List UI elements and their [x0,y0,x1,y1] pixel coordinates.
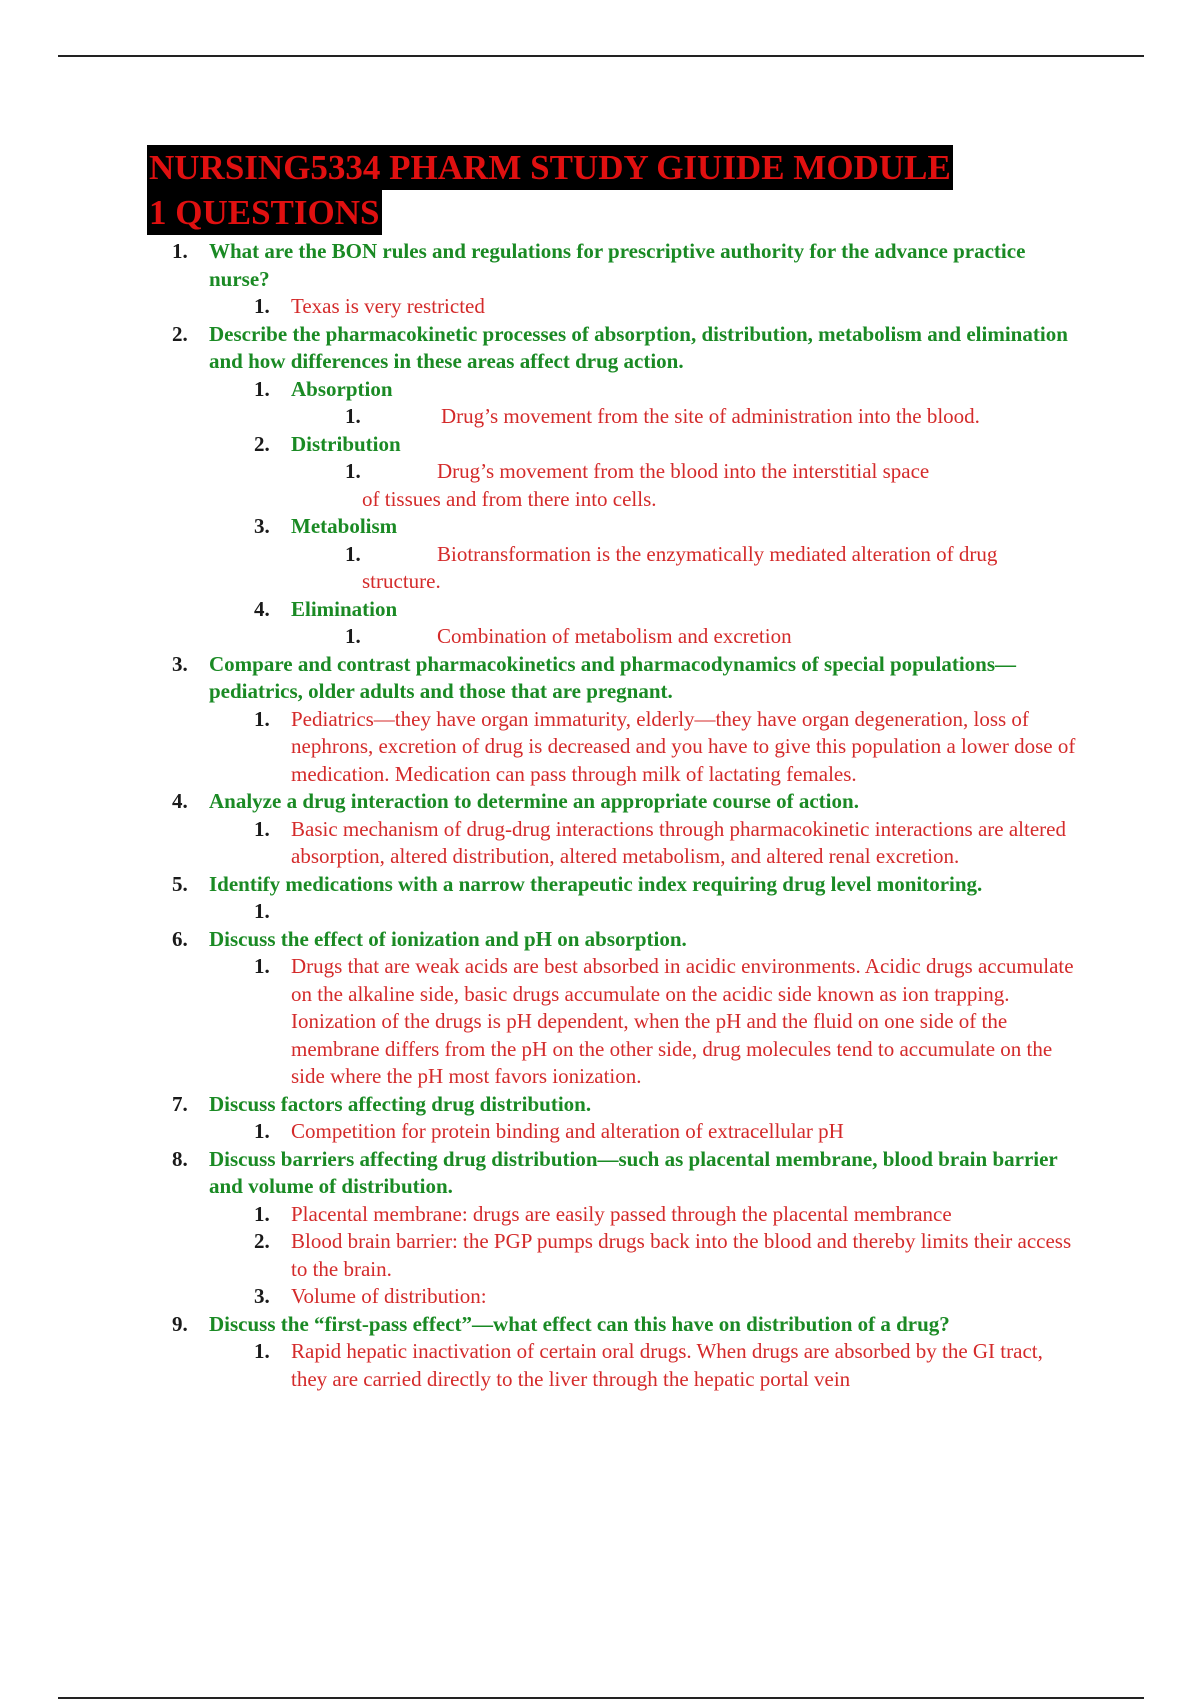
sub-number: 3. [254,514,270,538]
answer-number: 1. [254,899,270,923]
answer-number: 1. [254,1339,270,1363]
question-6 [0,926,1069,954]
answer-number: 1. [254,954,270,978]
sub-number: 1. [254,376,270,401]
question-7 [0,1091,1069,1119]
answer-4-1 [0,816,1081,871]
answer-text: Rapid hepatic inactivation of certain oral drugs. When drugs are absorbed by the GI tract, they are carried directly to the liver through the hepatic portal vein [291,1339,1043,1391]
detail-text: Biotransformation is the enzymatically mediated alteration of drug [437,541,998,566]
question-number: 2. [172,321,188,346]
title-line-1: NURSING5334 PHARM STUDY GIUIDE MODULE [147,145,953,190]
answer-number: 1. [254,816,270,841]
question-number: 9. [172,1311,188,1336]
answer-text: Pediatrics—they have organ immaturity, elderly—they have organ degeneration, loss of nephrons, excretion of drug is decreased and you have to give this population a lower dose of medication. Medication can pass through milk of lactating females. [291,706,1076,786]
answer-number: 3. [254,1284,270,1308]
question-1 [0,238,1069,293]
question-list [0,238,1200,1393]
detail-text-cont: structure. [362,569,441,593]
question-text: Discuss factors affecting drug distribution. [209,1091,592,1116]
question-3 [0,651,1069,706]
question-text: Discuss the “first-pass effect”—what effect can this have on distribution of a drug? [209,1311,950,1336]
title-line-2: 1 QUESTIONS [147,190,382,235]
question-number: 7. [172,1091,188,1116]
answer-1-1 [0,293,1081,321]
detail-text: Combination of metabolism and excretion [437,624,792,648]
detail-number: 1. [345,459,361,483]
question-number: 5. [172,871,188,896]
answer-text: Volume of distribution: [291,1284,487,1308]
answer-number: 1. [254,294,270,318]
answer-number: 1. [254,706,270,731]
sub-item-metabolism [0,513,1071,541]
sub-label: Metabolism [291,514,398,538]
answer-3-1 [0,706,1081,789]
question-4 [0,788,1069,816]
question-2 [0,321,1069,376]
answer-7-1 [0,1118,1081,1146]
answer-text: Competition for protein binding and alteration of extracellular pH [291,1119,844,1143]
bottom-rule [58,1697,1144,1699]
question-number: 6. [172,926,188,951]
question-number: 4. [172,789,188,813]
answer-9-1 [0,1338,1081,1393]
detail-number: 1. [345,624,361,648]
sub-item-distribution [0,431,1071,459]
answer-5-1 [0,898,1081,926]
detail-text-cont: of tissues and from there into cells. [362,486,657,511]
answer-8-3 [0,1283,1081,1311]
sub-item-elimination [0,596,1071,624]
question-5 [0,871,1069,899]
question-9 [0,1311,1069,1339]
sub-label: Elimination [291,596,398,621]
answer-number: 2. [254,1229,270,1253]
question-number: 3. [172,651,188,676]
question-text: Identify medications with a narrow therapeutic index requiring drug level monitoring. [209,871,983,896]
question-number: 8. [172,1146,188,1171]
answer-text: Placental membrane: drugs are easily passed through the placental membrance [291,1201,952,1226]
detail-distribution-cont [0,486,1082,514]
question-8 [0,1146,1069,1201]
detail-text: Drug’s movement from the site of administration into the blood. [441,404,980,428]
question-text: What are the BON rules and regulations for prescriptive authority for the advance practice nurse? [209,239,1026,291]
sub-number: 4. [254,596,270,621]
sub-label: Absorption [291,376,393,401]
question-text: Describe the pharmacokinetic processes of absorption, distribution, metabolism and elimination and how differences in these areas affect drug action. [209,321,1068,373]
question-text: Discuss barriers affecting drug distribution—such as placental membrane, blood brain barrier and volume of distribution. [209,1146,1058,1198]
answer-text: Drugs that are weak acids are best absorbed in acidic environments. Acidic drugs accumulate on the alkaline side, basic drugs accumulate on the acidic side known as ion trapping. Ionization of the drugs is pH dependent, when the pH and the fluid on one side of the membrane differs from the pH on the other side, drug molecules tend to accumulate on the side where the pH most favors ionization. [291,954,1074,1088]
sub-item-absorption [0,376,1071,404]
question-text: Analyze a drug interaction to determine an appropriate course of action. [209,789,859,813]
sub-number: 2. [254,431,270,456]
answer-text: Basic mechanism of drug-drug interactions through pharmacokinetic interactions are altered absorption, altered distribution, altered metabolism, and altered renal excretion. [291,816,1066,868]
document-title [147,145,953,235]
detail-elimination [0,623,1082,651]
question-text: Compare and contrast pharmacokinetics and pharmacodynamics of special populations—pediatrics, older adults and those that are pregnant. [209,651,1017,703]
sub-label: Distribution [291,431,401,456]
answer-text: Blood brain barrier: the PGP pumps drugs back into the blood and thereby limits their access to the brain. [291,1229,1072,1281]
question-text: Discuss the effect of ionization and pH on absorption. [209,926,687,951]
detail-number: 1. [345,541,361,566]
detail-distribution [0,458,1082,486]
answer-6-1 [0,953,1081,1091]
answer-number: 1. [254,1201,270,1226]
detail-metabolism-cont [0,568,1082,596]
answer-8-2 [0,1228,1081,1283]
detail-number: 1. [345,404,361,428]
detail-metabolism [0,541,1082,569]
detail-absorption [0,403,1082,431]
answer-8-1 [0,1201,1081,1229]
answer-number: 1. [254,1119,270,1143]
question-number: 1. [172,239,188,263]
answer-text: Texas is very restricted [291,294,485,318]
detail-text: Drug’s movement from the blood into the interstitial space [437,459,930,483]
top-rule [58,55,1144,57]
